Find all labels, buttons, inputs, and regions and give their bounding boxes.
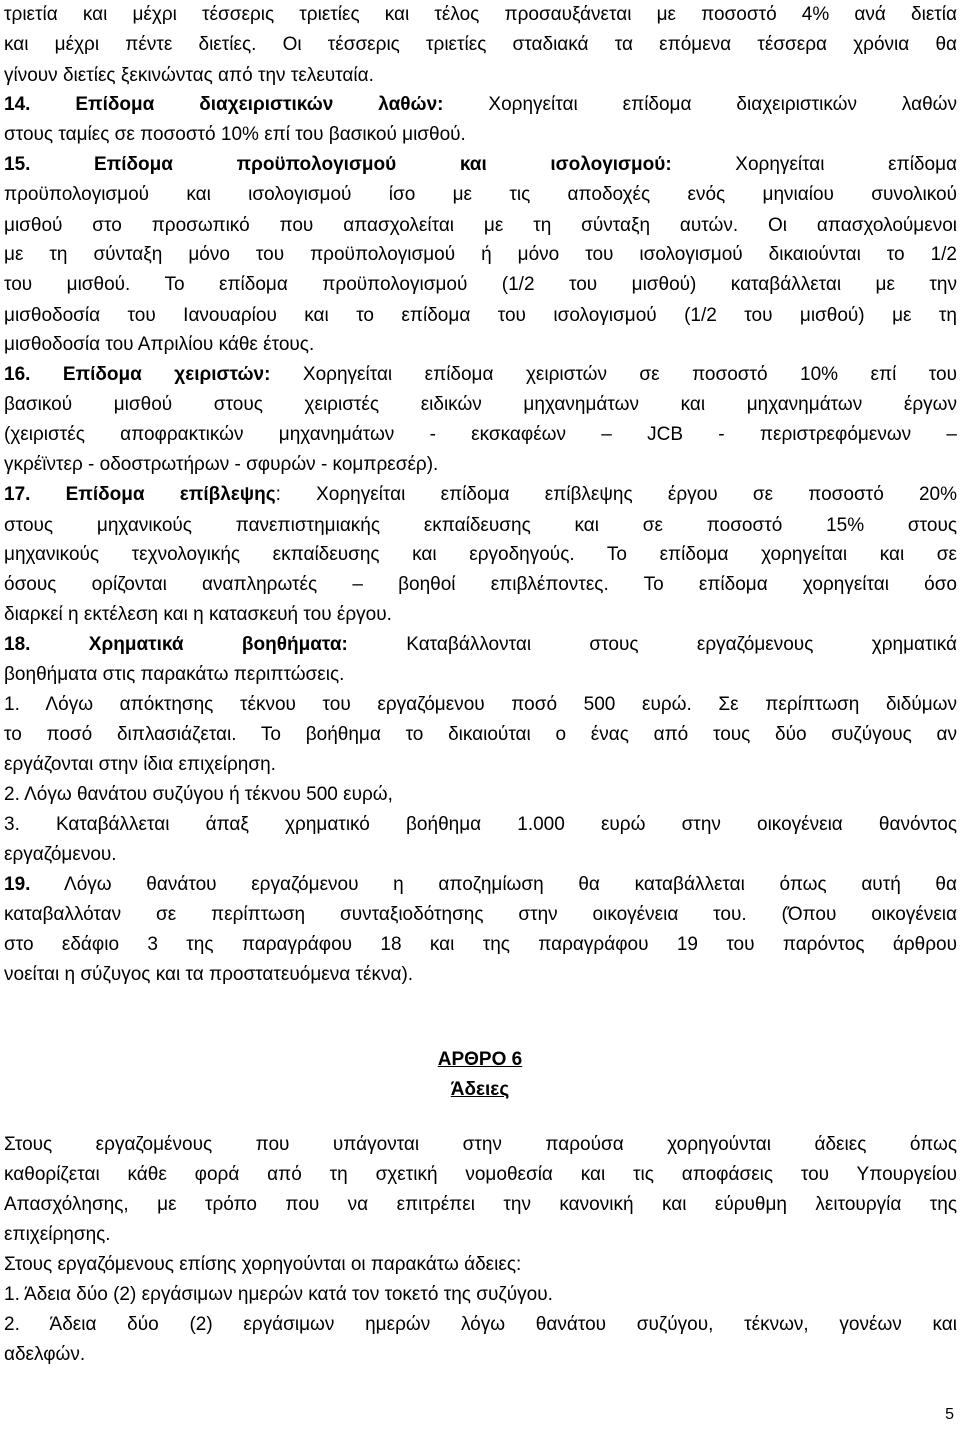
text-run: : Χορηγείται επίδομα επίβλεψης έργου σε ποσοστό 20% [275, 484, 957, 505]
section-heading [0, 1046, 960, 1074]
text-run: Χορηγείται επίδομα χειριστών σε ποσοστό 10% επί του [270, 364, 957, 385]
text-line [4, 751, 957, 779]
text-line [4, 91, 957, 119]
text-run: Λόγω θανάτου εργαζόμενου η αποζημίωση θα καταβάλλεται όπως αυτή θα [30, 874, 957, 895]
text-run: Χορηγείται επίδομα [671, 154, 957, 175]
text-run: Στους εργαζόμενους επίσης χορηγούνται οι παρακάτω άδειες: [4, 1254, 522, 1275]
page-number: 5 [945, 1406, 954, 1423]
text-run: προϋπολογισμού και ισολογισμού ίσο με τις αποδοχές ενός μηνιαίου συνολικού [4, 184, 957, 205]
text-run: 3. Καταβάλλεται άπαξ χρηματικό βοήθημα 1.000 ευρώ στην οικογένεια θανόντος [4, 814, 957, 835]
text-run: με τη σύνταξη μόνο του προϋπολογισμού ή μόνο του ισολογισμού δικαιούνται το 1/2 [4, 244, 957, 265]
text-line [4, 811, 957, 839]
text-line [4, 121, 957, 149]
text-line [4, 1221, 957, 1249]
text-line [4, 691, 957, 719]
text-line [4, 421, 957, 449]
text-line [4, 451, 957, 479]
text-run: Καταβάλλονται στους εργαζόμενους χρηματικά [347, 634, 957, 655]
text-run: νοείται η σύζυγος και τα προστατευόμενα τέκνα). [4, 964, 414, 985]
text-run: 1. Άδεια δύο (2) εργάσιμων ημερών κατά τον τοκετό της συζύγου. [4, 1284, 553, 1305]
text-line [4, 271, 957, 299]
text-run: μηχανικούς τεχνολογικής εκπαίδευσης και εργοδηγούς. Το επίδομα χορηγείται και σε [4, 544, 957, 565]
bold-text: 19. [4, 874, 31, 895]
text-line [4, 871, 957, 899]
bold-text: 16. Επίδομα χειριστών: [4, 364, 271, 385]
text-run: καθορίζεται κάθε φορά από τη σχετική νομοθεσία και τις αποφάσεις του Υπουργείου [4, 1164, 957, 1185]
text-line [4, 721, 957, 749]
text-line [4, 512, 957, 540]
text-line [4, 1161, 957, 1189]
text-line [4, 631, 957, 659]
text-line [4, 1191, 957, 1219]
text-run: 2. Άδεια δύο (2) εργάσιμων ημερών λόγω θανάτου συζύγου, τέκνων, γονέων και [4, 1314, 957, 1335]
text-run: μισθοδοσία του Απριλίου κάθε έτους. [4, 334, 315, 355]
text-run: τριετία και μέχρι τέσσερις τριετίες και τέλος προσαυξάνεται με ποσοστό 4% ανά διετία [4, 4, 957, 25]
text-line [4, 1131, 957, 1159]
text-run: όσους ορίζονται αναπληρωτές – βοηθοί επιβλέποντες. Το επίδομα χορηγείται όσο [4, 574, 957, 595]
text-run: διαρκεί η εκτέλεση και η κατασκευή του έργου. [4, 604, 392, 625]
text-run: το ποσό διπλασιάζεται. Το βοήθημα το δικαιούται ο ένας από τους δύο συζύγους αν [4, 724, 957, 745]
text-line [4, 1, 957, 29]
text-line [4, 931, 957, 959]
bold-text: ΑΡΘΡΟ 6 [437, 1049, 523, 1070]
text-run: και μέχρι πέντε διετίες. Οι τέσσερις τριετίες σταδιακά τα επόμενα τέσσερα χρόνια θα [4, 34, 957, 55]
text-line [4, 361, 957, 389]
text-run: εργάζονται στην ίδια επιχείρηση. [4, 754, 276, 775]
text-line [4, 1341, 957, 1369]
text-line [4, 601, 957, 629]
bold-text: Άδειες [450, 1079, 510, 1100]
text-run: εργαζόμενου. [4, 844, 117, 865]
text-run: αδελφών. [4, 1344, 86, 1365]
text-line [4, 481, 957, 509]
text-line [4, 241, 957, 269]
text-line [4, 62, 957, 90]
text-line [4, 1311, 957, 1339]
text-run: Στους εργαζομένους που υπάγονται στην παρούσα χορηγούνται άδειες όπως [4, 1134, 957, 1155]
bold-text: 18. Χρηματικά βοηθήματα: [4, 634, 348, 655]
text-run: (χειριστές αποφρακτικών μηχανημάτων - εκσκαφέων – JCB - περιστρεφόμενων – [4, 424, 957, 445]
text-line [4, 181, 957, 209]
section-heading [0, 1076, 960, 1104]
text-run: 1. Λόγω απόκτησης τέκνου του εργαζόμενου ποσό 500 ευρώ. Σε περίπτωση διδύμων [4, 694, 957, 715]
text-line [4, 331, 957, 359]
bold-text: 14. Επίδομα διαχειριστικών λαθών: [4, 94, 444, 115]
text-line [4, 212, 957, 240]
text-run: γκρέϊντερ - οδοστρωτήρων - σφυρών - κομπρεσέρ). [4, 454, 439, 475]
text-line [4, 1281, 957, 1309]
text-run: στους μηχανικούς πανεπιστημιακής εκπαίδευσης και σε ποσοστό 15% στους [4, 515, 957, 536]
text-line [4, 302, 957, 330]
bold-text: 17. Επίδομα επίβλεψης [4, 484, 276, 505]
text-line [4, 781, 957, 809]
text-run: 2. Λόγω θανάτου συζύγου ή τέκνου 500 ευρώ, [4, 784, 393, 805]
text-run: στους ταμίες σε ποσοστό 10% επί του βασικού μισθού. [4, 124, 466, 145]
text-line [4, 961, 957, 989]
text-run: Χορηγείται επίδομα διαχειριστικών λαθών [443, 94, 957, 115]
text-run: Απασχόλησης, με τρόπο που να επιτρέπει την κανονική και εύρυθμη λειτουργία της [4, 1194, 957, 1215]
text-line [4, 841, 957, 869]
text-run: μισθού στο προσωπικό που απασχολείται με τη σύνταξη αυτών. Οι απασχολούμενοι [4, 215, 957, 236]
text-run: στο εδάφιο 3 της παραγράφου 18 και της παραγράφου 19 του παρόντος άρθρου [4, 934, 957, 955]
text-run: βοηθήματα στις παρακάτω περιπτώσεις. [4, 664, 345, 685]
text-line [4, 1251, 957, 1279]
text-line [4, 151, 957, 179]
text-line [4, 661, 957, 689]
text-run: βασικού μισθού στους χειριστές ειδικών μηχανημάτων και μηχανημάτων έργων [4, 394, 957, 415]
text-run: του μισθού. Το επίδομα προϋπολογισμού (1/2 του μισθού) καταβάλλεται με την [4, 274, 957, 295]
text-run: γίνουν διετίες ξεκινώντας από την τελευταία. [4, 65, 374, 86]
text-run: μισθοδοσία του Ιανουαρίου και το επίδομα του ισολογισμού (1/2 του μισθού) με τη [4, 305, 957, 326]
text-run: επιχείρησης. [4, 1224, 111, 1245]
text-line [4, 901, 957, 929]
text-line [4, 541, 957, 569]
text-line [4, 571, 957, 599]
text-line [4, 31, 957, 59]
bold-text: 15. Επίδομα προϋπολογισμού και ισολογισμού: [4, 154, 672, 175]
text-line [4, 391, 957, 419]
text-run: καταβαλλόταν σε περίπτωση συνταξιοδότησης στην οικογένεια του. (Όπου οικογένεια [4, 904, 957, 925]
